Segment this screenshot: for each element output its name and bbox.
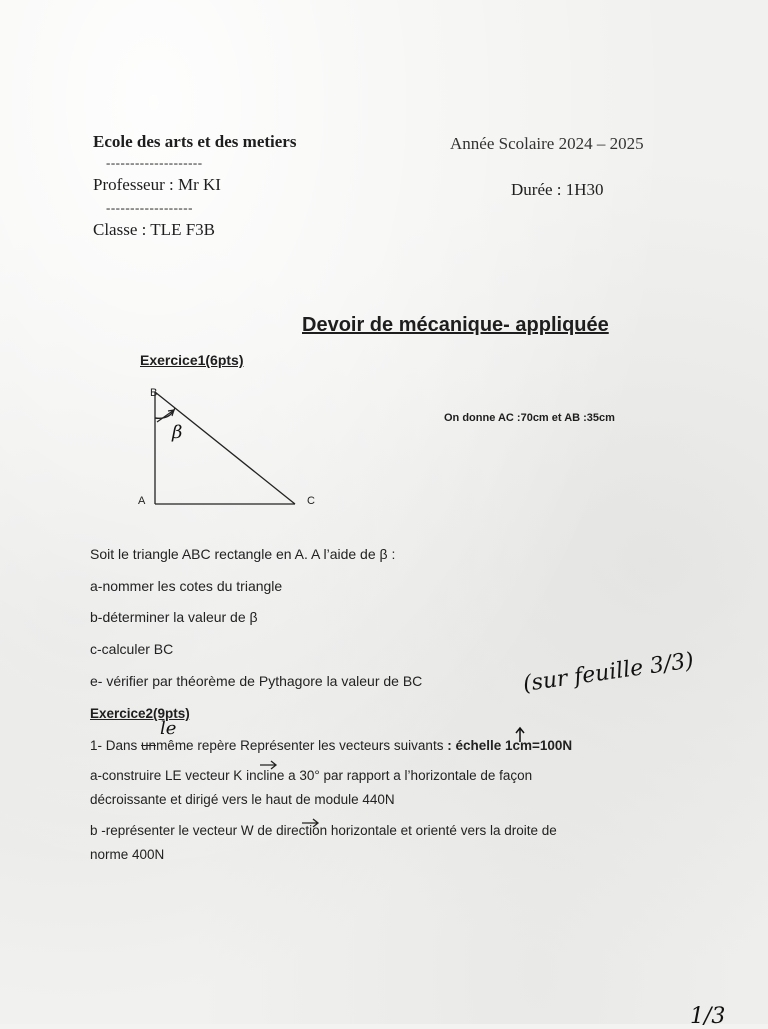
question-c: c-calculer BC bbox=[90, 641, 174, 657]
vertex-a-label: A bbox=[138, 495, 146, 507]
school-year: Année Scolaire 2024 – 2025 bbox=[450, 134, 644, 153]
handwritten-insert-word: le bbox=[160, 718, 177, 739]
given-data: On donne AC :70cm et AB :35cm bbox=[444, 412, 615, 424]
page-title: Devoir de mécanique- appliquée bbox=[302, 314, 609, 336]
professor-name: Professeur : Mr KI bbox=[93, 175, 221, 194]
question-a: a-nommer les cotes du triangle bbox=[90, 578, 283, 594]
triangle-figure bbox=[130, 380, 330, 515]
vertex-b-label: B bbox=[150, 387, 158, 399]
separator-line: ------------------ bbox=[106, 200, 193, 215]
class-name: Classe : TLE F3B bbox=[93, 220, 215, 239]
exam-duration: Durée : 1H30 bbox=[511, 180, 604, 199]
side-bc bbox=[155, 392, 295, 504]
separator-line: -------------------- bbox=[106, 155, 203, 170]
page-number: 1/3 bbox=[690, 1004, 726, 1029]
insert-caret-icon bbox=[512, 726, 528, 744]
question-2b-line1: b -représenter le vecteur W de direction horizontale et orienté vers la droite de bbox=[90, 823, 557, 838]
beta-label: β bbox=[172, 422, 183, 443]
exercise2-line1 bbox=[90, 738, 572, 753]
vertex-c-label: C bbox=[307, 495, 315, 507]
question-b: b-déterminer la valeur de β bbox=[90, 609, 258, 625]
question-2a-line1: a-construire LE vecteur K incline a 30° par rapport a l’horizontale de façon bbox=[90, 768, 533, 783]
line1-prefix: 1- Dans bbox=[90, 738, 142, 753]
exercise1-statement: Soit le triangle ABC rectangle en A. A l’aide de β : bbox=[90, 546, 396, 562]
struck-word: un bbox=[141, 738, 157, 753]
angle-arrow bbox=[157, 410, 174, 422]
exercise1-heading: Exercice1(6pts) bbox=[140, 352, 244, 368]
school-name: Ecole des arts et des metiers bbox=[93, 132, 297, 151]
exercise2-heading: Exercice2(9pts) bbox=[90, 706, 190, 721]
vector-k-arrow-icon bbox=[258, 758, 280, 770]
question-2b-line2: norme 400N bbox=[90, 847, 165, 862]
handwritten-margin-note: (sur feuille 3/3) bbox=[521, 648, 696, 697]
question-2a-line2: décroissante et dirigé vers le haut de module 440N bbox=[90, 792, 395, 807]
question-e: e- vérifier par théorème de Pythagore la valeur de BC bbox=[90, 673, 423, 689]
line1-middle: même repère Représenter les vecteurs suivants bbox=[156, 738, 444, 753]
scale-text: : échelle 1cm=100N bbox=[443, 738, 573, 753]
